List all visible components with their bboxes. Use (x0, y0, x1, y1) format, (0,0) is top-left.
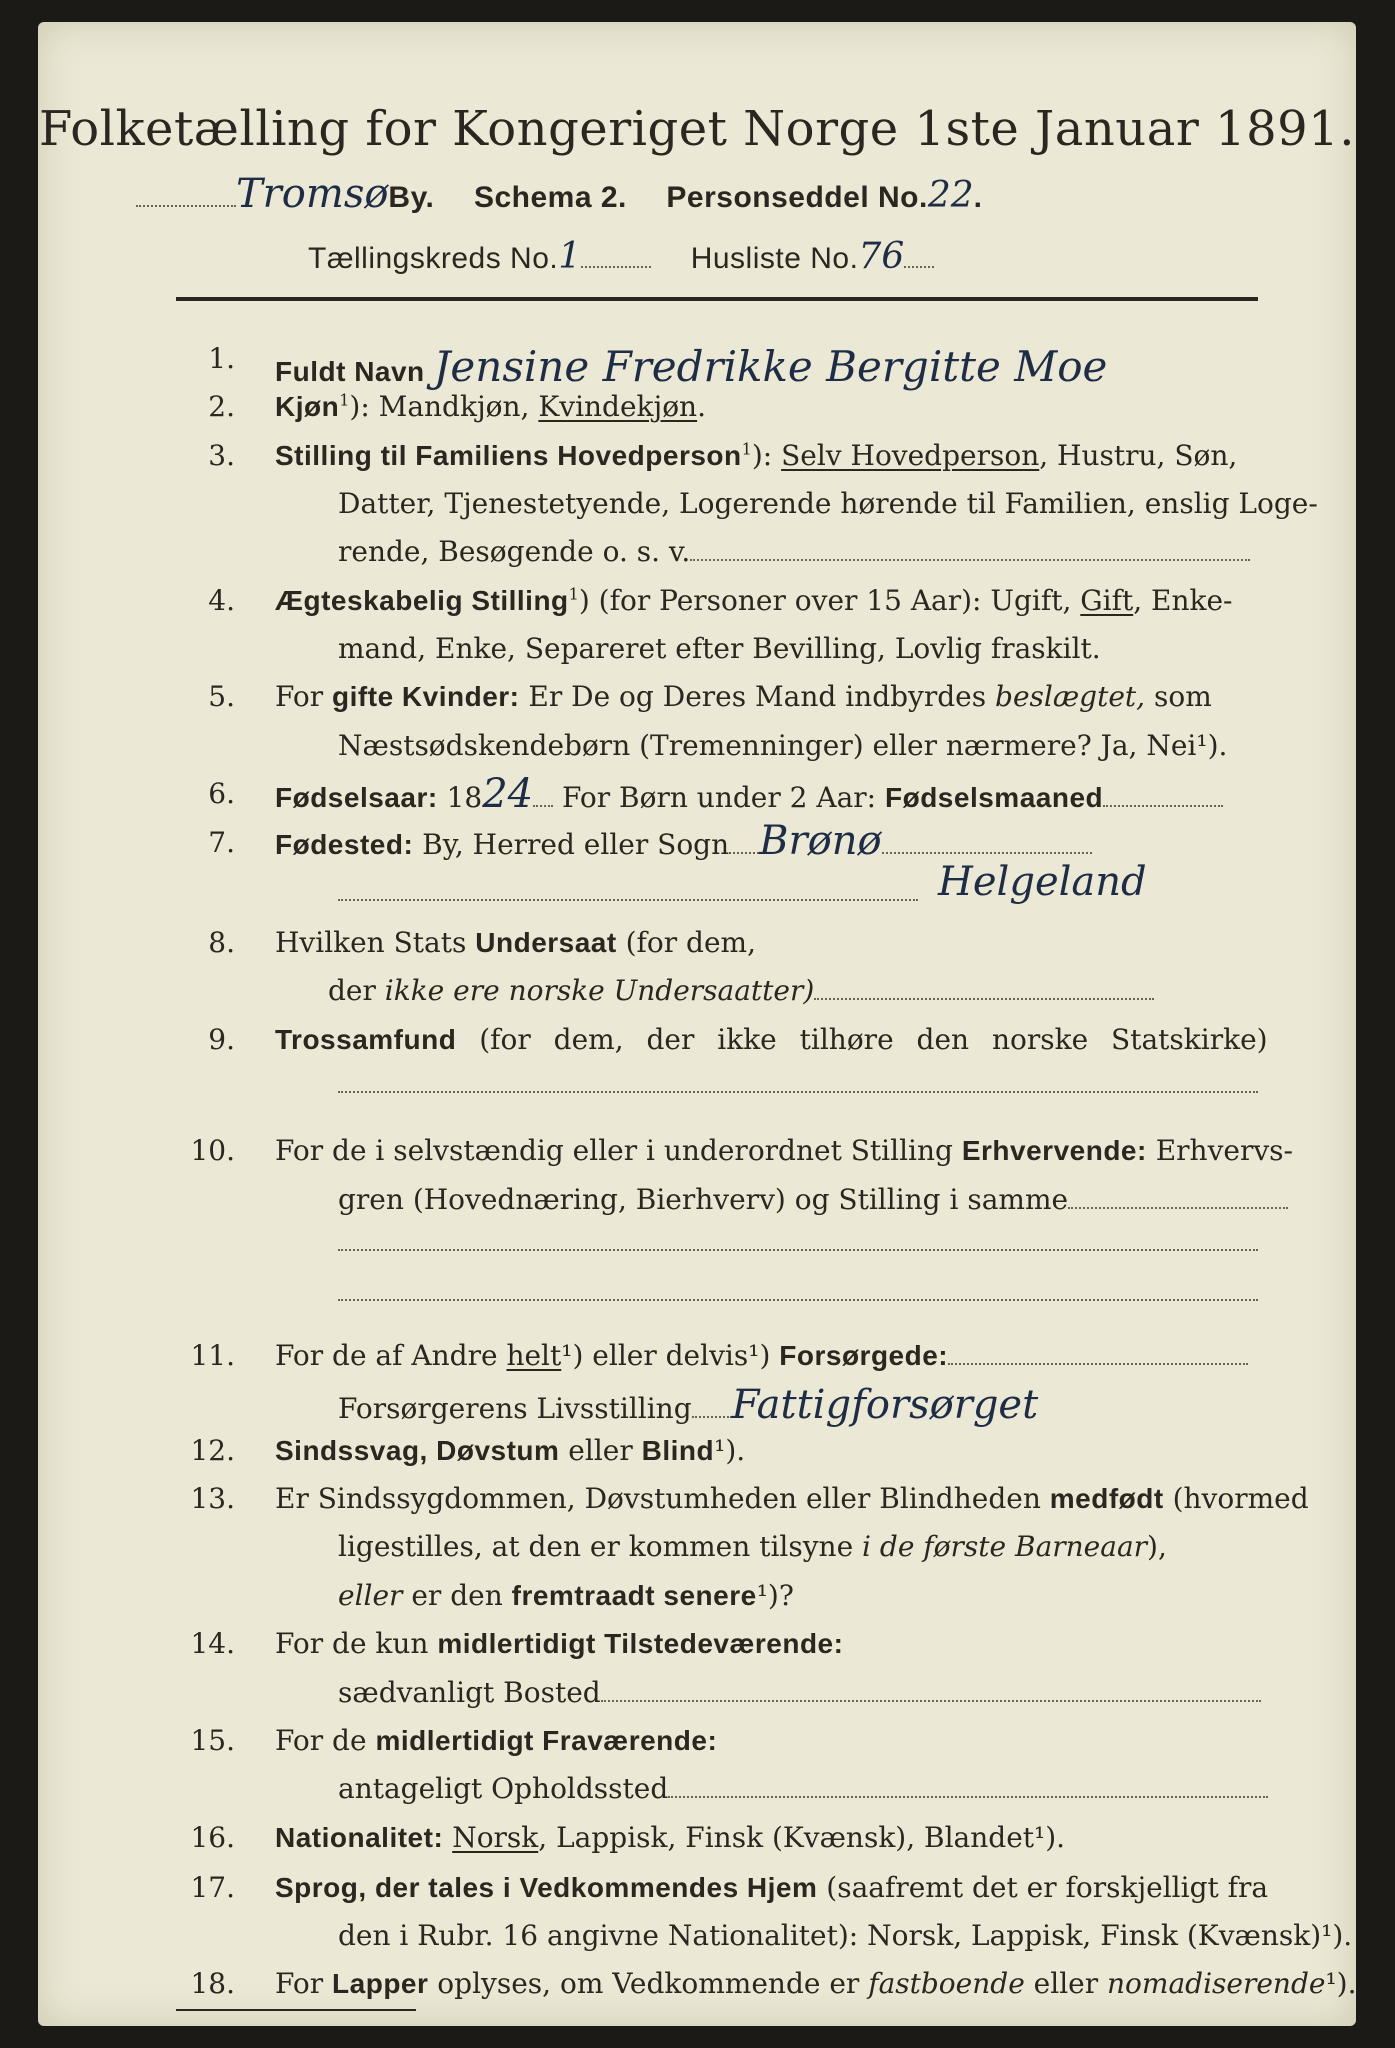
later-onset-label: fremtraadt senere (511, 1580, 757, 1611)
item-4-marital: Ægteskabelig Stilling$^1$) (for Personer over 15 Aar): Ugift, Gift, Enke- (275, 584, 1233, 617)
item-6-birth-year: Fødselsaar: 1824 For Børn under 2 Aar: Fødselsmaaned (275, 771, 1223, 817)
item-9-religion: Trossamfund (for dem, der ikke tilhøre den norske Statskirke) (275, 1023, 1268, 1056)
marital-selected: Gift (1080, 584, 1134, 617)
item-13-line-3: eller er den fremtraadt senere¹)? (338, 1579, 794, 1612)
marital-label: Ægteskabelig Stilling (275, 585, 569, 616)
item-15-line-2: antageligt Opholdssted (338, 1772, 1268, 1805)
birth-year-value: 24 (482, 771, 534, 817)
census-form-page (38, 22, 1356, 2026)
husliste-label: Husliste No. (690, 242, 859, 275)
kreds-label: Tællingskreds No. (308, 242, 559, 275)
gender-label: Kjøn (275, 391, 340, 422)
gender-options: ): Mandkjøn, (349, 390, 539, 423)
item-10-occupation: For de i selvstændig eller i underordnet Stilling Erhvervende: Erhvervs- (275, 1134, 1294, 1167)
birthplace-region-value: Helgeland (938, 859, 1147, 905)
item-14-number: 14. (190, 1627, 235, 1660)
item-13-congenital: Er Sindssygdommen, Døvstumheden eller Blindheden medfødt (hvormed (275, 1482, 1309, 1515)
birth-month-label: Fødselsmaaned (885, 782, 1104, 813)
item-14-temporary-present: For de kun midlertidigt Tilstedeværende: (275, 1627, 844, 1660)
item-13-number: 13. (190, 1482, 235, 1515)
sami-label: Lapper (332, 1968, 429, 1999)
nationality-selected: Norsk (452, 1821, 539, 1854)
item-17-language: Sprog, der tales i Vedkommendes Hjem (saafremt det er forskjelligt fra (275, 1871, 1269, 1904)
item-8-number: 8. (208, 926, 235, 959)
religion-dotted-line (338, 1090, 1258, 1093)
item-3-line-3: rende, Besøgende o. s. v. (338, 535, 1250, 568)
married-women-label: gifte Kvinder: (332, 681, 520, 712)
item-5-line-2: Næstsødskendebørn (Tremenninger) eller nærmere? Ja, Nei¹). (338, 729, 1228, 762)
item-3-line-2: Datter, Tjenestetyende, Logerende hørende til Familien, enslig Loge- (338, 487, 1318, 520)
item-10-line-2: gren (Hovednæring, Bierhverv) og Stilling i samme (338, 1183, 1288, 1216)
birthplace-dotted-line-2 (338, 898, 918, 901)
item-16-number: 16. (190, 1821, 235, 1854)
item-7-number: 7. (208, 826, 235, 859)
item-2-gender: Kjøn$^1$): Mandkjøn, Kvindekjøn. (275, 390, 706, 423)
item-18-number: 18. (190, 1967, 235, 2000)
item-5-married-women: For gifte Kvinder: Er De og Deres Mand indbyrdes beslægtet, som (275, 680, 1212, 713)
item-8-citizenship: Hvilken Stats Undersaat (for dem, (275, 926, 756, 959)
personseddel-label: Personseddel No. (666, 181, 928, 214)
by-label: By. (388, 181, 435, 214)
item-9-number: 9. (208, 1023, 235, 1056)
item-10-number: 10. (190, 1134, 235, 1167)
item-2-number: 2. (208, 390, 235, 423)
item-4-line-2: mand, Enke, Separeret efter Bevilling, Lovlig fraskilt. (338, 632, 1101, 665)
item-8-line-2: der ikke ere norske Undersaatter) (328, 974, 1154, 1007)
item-12-disability: Sindssvag, Døvstum eller Blind¹). (275, 1434, 746, 1467)
religion-label: Trossamfund (275, 1024, 457, 1055)
item-11-line-2: Forsørgerens Livsstilling Fattigforsørget (338, 1382, 1039, 1428)
header-line-1: TromsøBy. Schema 2. Personseddel No.22. (136, 171, 982, 217)
header-rule (176, 297, 1258, 301)
occupation-dotted-line-2 (338, 1298, 1258, 1301)
item-5-number: 5. (208, 680, 235, 713)
item-11-supported: For de af Andre helt¹) eller delvis¹) Forsørgede: (275, 1339, 1248, 1372)
item-11-number: 11. (190, 1339, 235, 1372)
birthplace-value: Brønø (759, 818, 882, 864)
item-18-sami: For Lapper oplyses, om Vedkommende er fastboende eller nomadiserende¹). (275, 1967, 1357, 2000)
item-16-nationality: Nationalitet: Norsk, Lappisk, Finsk (Kvænsk), Blandet¹). (275, 1821, 1066, 1854)
citizenship-label: Undersaat (475, 927, 617, 958)
full-name-label: Fuldt Navn (275, 356, 425, 387)
item-1-number: 1. (208, 342, 235, 375)
kreds-number: 1 (558, 236, 582, 277)
occupation-label: Erhvervende: (961, 1135, 1147, 1166)
congenital-label: medfødt (1049, 1483, 1164, 1514)
birth-year-label: Fødselsaar: (275, 782, 438, 813)
temporary-present-label: midlertidigt Tilstedeværende: (437, 1628, 844, 1659)
birthplace-label: Fødested: (275, 829, 414, 860)
disability-label: Sindssvag, Døvstum (275, 1435, 560, 1466)
gender-selected: Kvindekjøn (538, 390, 698, 423)
item-14-line-2: sædvanligt Bosted (338, 1676, 1261, 1709)
item-17-line-2: den i Rubr. 16 angivne Nationalitet): Norsk, Lappisk, Finsk (Kvænsk)¹). (338, 1919, 1353, 1952)
supported-label: Forsørgede: (779, 1340, 949, 1371)
full-name-value: Jensine Fredrikke Bergitte Moe (433, 342, 1108, 391)
schema-label: Schema 2. (473, 181, 627, 214)
footnote-ref: 1 (568, 584, 579, 604)
footnote-ref: 1 (741, 439, 752, 459)
form-title: Folketælling for Kongeriget Norge 1ste Januar 1891. (39, 101, 1355, 157)
position-selected: Selv Hovedperson (781, 439, 1040, 472)
item-3-position: Stilling til Familiens Hovedperson$^1$): Selv Hovedperson, Hustru, Søn, (275, 439, 1238, 472)
item-3-number: 3. (208, 439, 235, 472)
position-label: Stilling til Familiens Hovedperson (275, 440, 742, 471)
nationality-label: Nationalitet: (275, 1822, 444, 1853)
item-17-number: 17. (190, 1871, 235, 1904)
language-label: Sprog, der tales i Vedkommendes Hjem (275, 1872, 818, 1903)
city-handwritten: Tromsø (236, 171, 389, 217)
footnote-rule (176, 2009, 416, 2011)
item-13-line-2: ligestilles, at den er kommen tilsyne i de første Barneaar), (338, 1530, 1167, 1563)
item-7-birthplace: Fødested: By, Herred eller Sogn Brønø (275, 818, 1092, 864)
header-line-2 (308, 236, 934, 277)
item-1-full-name (275, 342, 1107, 391)
footnote-ref: 1 (339, 390, 350, 410)
blind-label: Blind (641, 1435, 715, 1466)
city-dotted-line (136, 204, 236, 207)
supported-selected: helt (506, 1339, 562, 1372)
item-15-number: 15. (190, 1724, 235, 1757)
item-4-number: 4. (208, 584, 235, 617)
husliste-number: 76 (858, 236, 905, 277)
occupation-dotted-line-1 (338, 1248, 1258, 1251)
item-15-temporary-absent: For de midlertidigt Fraværende: (275, 1724, 718, 1757)
item-6-number: 6. (208, 777, 235, 810)
personseddel-number: 22 (927, 175, 974, 216)
temporary-absent-label: midlertidigt Fraværende: (375, 1725, 718, 1756)
supporter-occupation-value: Fattigforsørget (731, 1382, 1039, 1428)
item-12-number: 12. (190, 1434, 235, 1467)
